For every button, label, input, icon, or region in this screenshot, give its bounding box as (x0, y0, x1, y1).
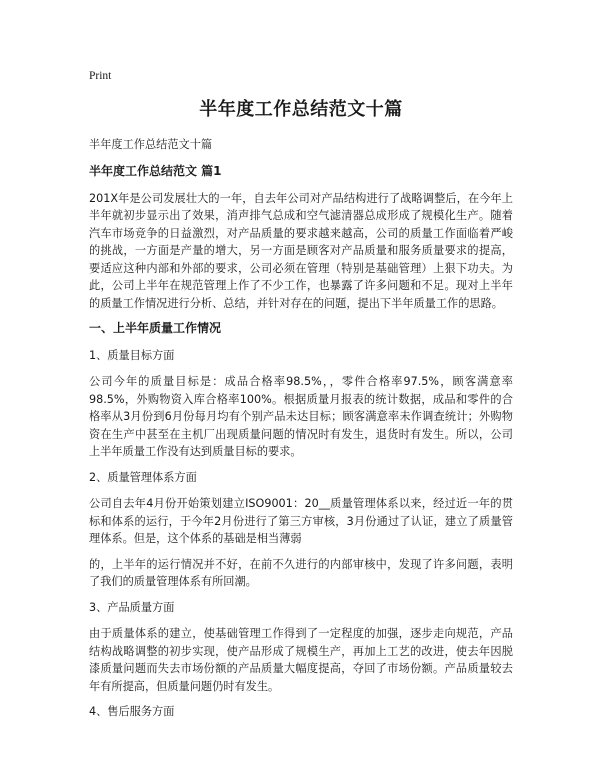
item-heading-after-sales: 4、售后服务方面 (89, 705, 175, 718)
item-heading-quality-goals: 1、质量目标方面 (89, 348, 175, 362)
item-heading-product-quality: 3、产品质量方面 (89, 600, 175, 614)
page-title: 半年度工作总结范文十篇 (199, 98, 403, 120)
quality-system-paragraph-b: 的，上半年的运行情况并不好，在前不久进行的内部审核中，发现了许多问题，表明了我们的质量管理体系有所回潮。 (89, 557, 513, 588)
document-subtitle: 半年度工作总结范文十篇 (89, 137, 213, 151)
section-heading-1: 一、上半年质量工作情况 (89, 321, 222, 335)
quality-system-paragraph-a: 公司自去年4月份开始策划建立ISO9001：20__质量管理体系以来，经过近一年的贯标和体系的运行，于今年2月份进行了第三方审核，3月份通过了认证，建立了质量管理体系。但是，这个体系的基础是相当薄弱 (89, 497, 513, 545)
item-heading-quality-system: 2、质量管理体系方面 (89, 470, 197, 484)
product-quality-paragraph: 由于质量体系的建立，使基础管理工作得到了一定程度的加强，逐步走向规范，产品结构战略调整的初步实现，使产品形成了规模生产，再加上工艺的改进，使去年因脱漆质量问题而失去市场份额的产品质量大幅度提高，夺回了市场份额。产品质量较去年有所提高，但质量问题仍时有发生。 (89, 627, 513, 693)
intro-paragraph: 201X年是公司发展壮大的一年，自去年公司对产品结构进行了战略调整后，在今年上半年就初步显示出了效果，消声排气总成和空气滤清器总成形成了规模化生产。随着汽车市场竞争的日益激烈，对产品质量的要求越来越高，公司的质量工作面临着严峻的挑战，一方面是产量的增大，另一方面是顾客对产品质量和服务质量要求的提高，要适应这种内部和外部的要求，公司必须在管理（特别是基础管理）上狠下功夫。为此，公司上半年在规范管理上作了不少工作，也暴露了许多问题和不足。现对上半年的质量工作情况进行分析、总结，并针对存在的问题，提出下半年质量工作的思路。 (89, 191, 513, 310)
print-label[interactable]: Print (89, 70, 112, 82)
article-heading: 半年度工作总结范文 篇1 (89, 164, 222, 178)
quality-goals-paragraph: 公司今年的质量目标是：成品合格率98.5%，，零件合格率97.5%，顾客满意率98.5%，外购物资入库合格率100%。根据质量月报表的统计数据，成品和零件的合格率从3月份到6月份每月均有个别产品未达目标；顾客满意率未作调查统计；外购物资在生产中甚至在主机厂出现质量问题的情况时有发生，退货时有发生。所以，公司上半年质量工作没有达到质量目标的要求。 (89, 375, 513, 458)
